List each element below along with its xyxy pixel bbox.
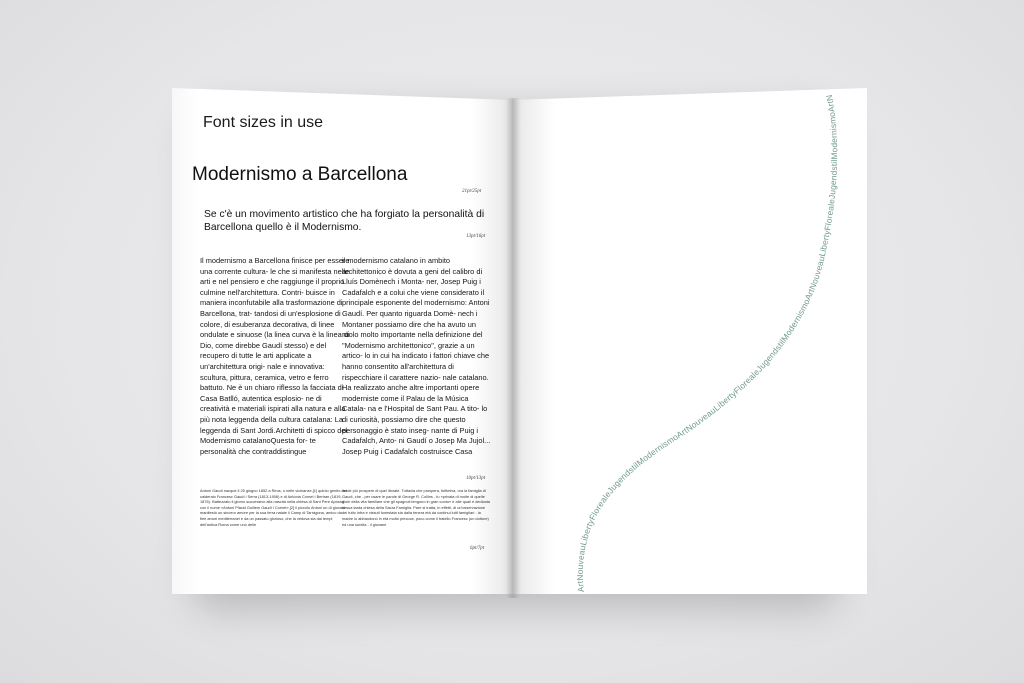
heading-size-note: 21pt/25pt [462,189,482,194]
lead-size-note: 13pt/16pt [466,234,486,239]
footnote-size-note: 6pt/7pt [470,546,485,551]
article-heading: Modernismo a Barcellona [192,164,408,185]
body-size-note: 10pt/13pt [466,476,486,481]
footnote-text-2: lande più prospere di quel litorale. Tuttavia che prospera, fulfimiva, ora la famiglia di Gaudí, che - per usare le parole di George R. Collins - fu «privata di molte di quelle gioie della vita familiare che gli spagnoli tengono in gran conto» e alle quali è dedicata la sua tarda chiesa della Sacra Famiglia. Pare si tratta, in effetti, di un'osservazione dei tutto infra e vissuti funestata sia dalla tenera età da continui lutti famigliari - la madre lo abbandonò in età molto precoce, poco come il fratello Francesc (un dottore) ed una sorella - il giovane [342,488,490,527]
curved-text-graphic [509,80,867,594]
curved-text-path: ArtNouveauLibertyFlorealeJugendstilModernismoArtNouveauLibertyFlorealeJugendstilModernismoArtNouveauLibertyFlorealeJugendstilModernismoArtNouveauLibertyFloreale [509,80,840,593]
body-text-1: Il modernismo a Barcellona finisce per essere una corrente cultura- le che si manifesta nelle arti e nel pensiero e che raggiunge il proprio culmine nell'architettura. Contri- buisce in maniera inconfutabile alla trasformazione di Barcellona, trat- tandosi di un'esplosione di colore, di esuberanza decorativa, di linee ondulate e sinuose (la linea curva è la linea di Dio, come direbbe Gaudí stesso) e del recupero di tutte le arti applicate a un'architettura origi- nale e innovativa: scultura, pittura, ceramica, vetro e ferro battuto. Ne è un chiaro riflesso la facciata di Casa Batlló, autentica esplosio- ne di creatività e materiali ispirati alla natura e alla più nota leggenda della cultura catalana: La leggenda di Sant Jordi.Architetti di spicco del Modernismo catalanoQuesta for- te personalità che contraddistingue [200,256,350,456]
footnote-text-1: Antoni Gaudí nacque il 25 giugno 1852 a Reus, o nelle vicinanze,[1] quinto genito del calderaio Francesc Gaudí i Serra (1813-1906) e di Antònia Cornet i Bertran (1819-1876). Battezzato il giorno successivo alla nascita nella chiesa di Sant Pere Apòstol con il nome «Antoni Plàcid Guillem Gaudí i Cornet»,[2] il piccolo Antoni un dì giovane manifestò un sincero amore per la sua terra natale il Camp di Tarragona, amico da fieri amori mediterranei e da un passato glorioso, che la vedova sia dai tempi dell'antica Roma come uno delle [200,488,347,527]
curved-text [509,80,839,593]
footnote-column-1 [200,488,348,527]
body-text-2: il modernismo catalano in ambito architettonico è dovuta a geni del calibro di Lluís Domènech i Monta- ner, Josep Puig i Cadafalch e a colui che viene considerato il principale esponente del modernismo: Antoni Gaudí. Per quanto riguarda Domè- nech i Montaner possiamo dire che ha avuto un ruolo molto importante nella definizione del "Modernismo architettonico", grazie a un artico- lo in cui ha indicato i fattori chiave che hanno consentito all'architettura di rispecchiare il carattere nazio- nale catalano. Ha realizzato anche altre importanti opere moderniste come il Palau de la Música Catala- na e l'Hospital de Sant Pau. A tito- lo di curiosità, possiamo dire che questo personaggio è stato inseg- nante di Puig i Cadafalch, Anto- ni Gaudí o Josep Ma Jujol... Josep Puig i Cadafalch costruisce Casa [342,256,491,456]
footnote-column-2 [342,488,490,527]
lead-paragraph: Se c'è un movimento artistico che ha forgiato la personalità di Barcellona quello è il Modernismo. [204,209,485,233]
section-title: Font sizes in use [203,114,324,131]
body-column-1 [200,256,350,457]
body-column-2 [342,256,492,457]
